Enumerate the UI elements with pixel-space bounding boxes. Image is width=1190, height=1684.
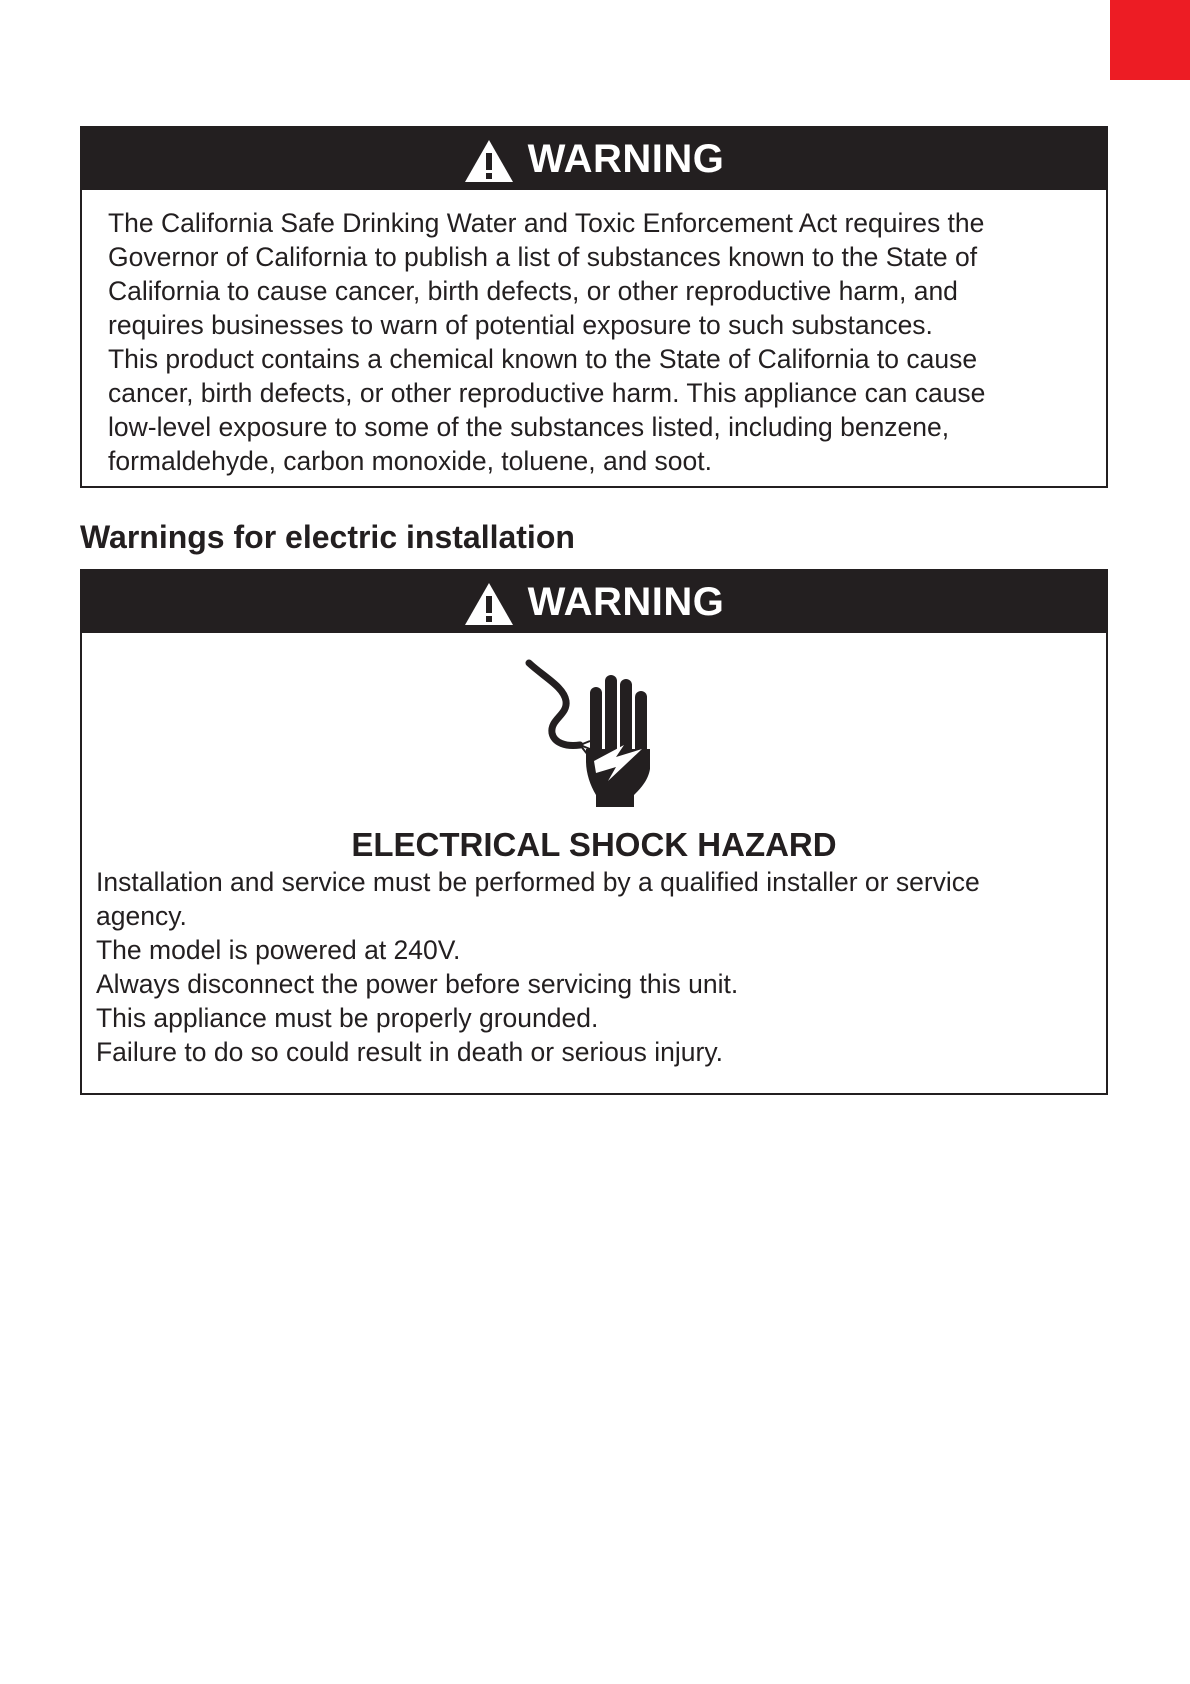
- hazard-title: ELECTRICAL SHOCK HAZARD: [351, 826, 837, 863]
- red-corner-tab: [1110, 0, 1190, 80]
- warning-label: WARNING: [527, 136, 725, 181]
- text-line: This appliance must be properly grounded.: [96, 1003, 599, 1033]
- warning-header: [82, 128, 1106, 190]
- text-line: This product contains a chemical known to the State of California to cause: [108, 344, 978, 374]
- text-line: Governor of California to publish a list of substances known to the State of: [108, 242, 978, 272]
- text-line: Failure to do so could result in death or serious injury.: [96, 1037, 723, 1067]
- text-line: The California Safe Drinking Water and Toxic Enforcement Act requires the: [108, 208, 985, 238]
- electric-warning-box: [80, 569, 1108, 1095]
- text-line: cancer, birth defects, or other reproductive harm. This appliance can cause: [108, 378, 986, 408]
- text-line: formaldehyde, carbon monoxide, toluene, and soot.: [108, 446, 713, 476]
- prop65-warning-box: [80, 126, 1108, 488]
- warning-header: [82, 571, 1106, 633]
- warning-label: WARNING: [527, 579, 725, 624]
- text-line: requires businesses to warn of potential exposure to such substances.: [108, 310, 933, 340]
- text-line: agency.: [96, 901, 187, 931]
- electrical-shock-hand-icon: [524, 657, 664, 807]
- text-line: Always disconnect the power before servicing this unit.: [96, 969, 739, 999]
- warning-triangle-icon: [464, 139, 514, 183]
- text-line: The model is powered at 240V.: [96, 935, 461, 965]
- text-line: low-level exposure to some of the substances listed, including benzene,: [108, 412, 950, 442]
- prop65-text: [82, 190, 1106, 478]
- text-line: California to cause cancer, birth defects, or other reproductive harm, and: [108, 276, 958, 306]
- text-line: Installation and service must be performed by a qualified installer or service: [96, 867, 980, 897]
- electric-text: [82, 865, 1106, 1069]
- section-heading: Warnings for electric installation: [80, 519, 575, 555]
- warning-triangle-icon: [464, 582, 514, 626]
